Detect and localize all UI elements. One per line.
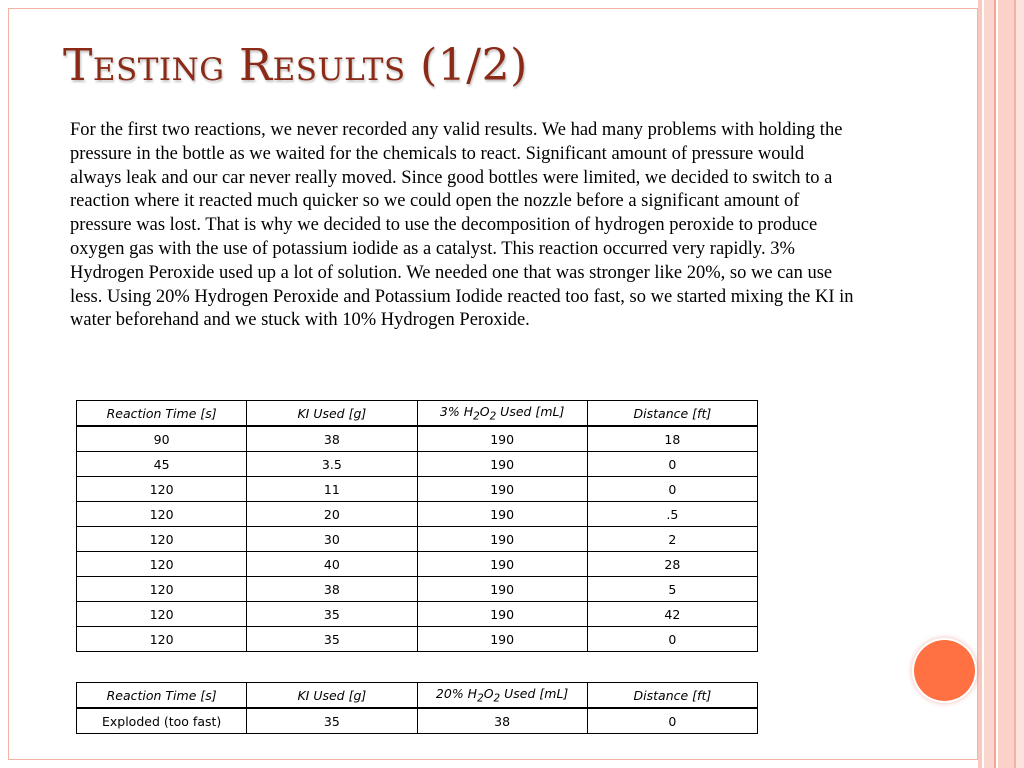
table-cell: 38: [247, 426, 417, 452]
table-row: [77, 426, 758, 452]
header-distance: Distance [ft]: [587, 683, 757, 709]
table-cell: 5: [587, 577, 757, 602]
table-cell: 120: [77, 552, 247, 577]
table-header-row: [77, 683, 758, 709]
table-cell: 35: [247, 627, 417, 652]
table-cell: 38: [247, 577, 417, 602]
header-ki-used: KI Used [g]: [247, 401, 417, 427]
table-row: [77, 477, 758, 502]
table-header-row: [77, 401, 758, 427]
table-row: [77, 602, 758, 627]
table-cell: 35: [247, 708, 417, 734]
table-cell: Exploded (too fast): [77, 708, 247, 734]
table-cell: 0: [587, 477, 757, 502]
table-cell: 190: [417, 627, 587, 652]
table-row: [77, 452, 758, 477]
results-table-20-percent: [76, 682, 758, 734]
table-cell: 120: [77, 577, 247, 602]
table-row: [77, 577, 758, 602]
table-cell: 190: [417, 426, 587, 452]
table-cell: 0: [587, 708, 757, 734]
table-cell: 190: [417, 477, 587, 502]
table-row: [77, 527, 758, 552]
table-cell: 3.5: [247, 452, 417, 477]
table-cell: 190: [417, 552, 587, 577]
header-distance: Distance [ft]: [587, 401, 757, 427]
table-cell: 120: [77, 627, 247, 652]
slide-title: Testing Results (1/2): [63, 40, 528, 91]
table-cell: .5: [587, 502, 757, 527]
decorative-side-stripes: [978, 0, 1024, 768]
header-ki-used: KI Used [g]: [247, 683, 417, 709]
header-reaction-time: Reaction Time [s]: [77, 683, 247, 709]
table-cell: 190: [417, 502, 587, 527]
header-h2o2-used: 20% $H_2O_2$ Used [mL]: [417, 683, 587, 709]
table-cell: 120: [77, 602, 247, 627]
table-cell: 45: [77, 452, 247, 477]
table-cell: 40: [247, 552, 417, 577]
table-cell: 0: [587, 452, 757, 477]
decorative-circle: [914, 640, 975, 701]
table-cell: 120: [77, 527, 247, 552]
table-row: [77, 552, 758, 577]
table-row: [77, 708, 758, 734]
table-cell: 2: [587, 527, 757, 552]
table-row: [77, 627, 758, 652]
table-cell: 28: [587, 552, 757, 577]
table-cell: 11: [247, 477, 417, 502]
table-cell: 30: [247, 527, 417, 552]
table-cell: 90: [77, 426, 247, 452]
table-cell: 190: [417, 452, 587, 477]
header-reaction-time: Reaction Time [s]: [77, 401, 247, 427]
table-cell: 190: [417, 602, 587, 627]
slide-body-text: For the first two reactions, we never recorded any valid results. We had many problems with holding the pressure in the bottle as we waited for the chemicals to react. Significant amount of pressure would always leak and our car never really moved. Since good bottles were limited, we decided to switch to a reaction where it reacted much quicker so we could open the nozzle before a significant amount of pressure was lost. That is why we decided to use the decomposition of hydrogen peroxide to produce oxygen gas with the use of potassium iodide as a catalyst. This reaction occurred very rapidly. 3% Hydrogen Peroxide used up a lot of solution. We needed one that was stronger like 20%, so we can use less. Using 20% Hydrogen Peroxide and Potassium Iodide reacted too fast, so we started mixing the KI in water beforehand and we stuck with 10% Hydrogen Peroxide.: [70, 120, 854, 331]
table-row: [77, 502, 758, 527]
table-cell: 38: [417, 708, 587, 734]
table-cell: 0: [587, 627, 757, 652]
table-cell: 20: [247, 502, 417, 527]
results-table-3-percent: [76, 400, 758, 652]
table-cell: 190: [417, 527, 587, 552]
table-cell: 120: [77, 477, 247, 502]
table-cell: 35: [247, 602, 417, 627]
table-cell: 42: [587, 602, 757, 627]
table-cell: 190: [417, 577, 587, 602]
header-h2o2-used: 3% $H_2O_2$ Used [mL]: [417, 401, 587, 427]
table-cell: 18: [587, 426, 757, 452]
table-cell: 120: [77, 502, 247, 527]
